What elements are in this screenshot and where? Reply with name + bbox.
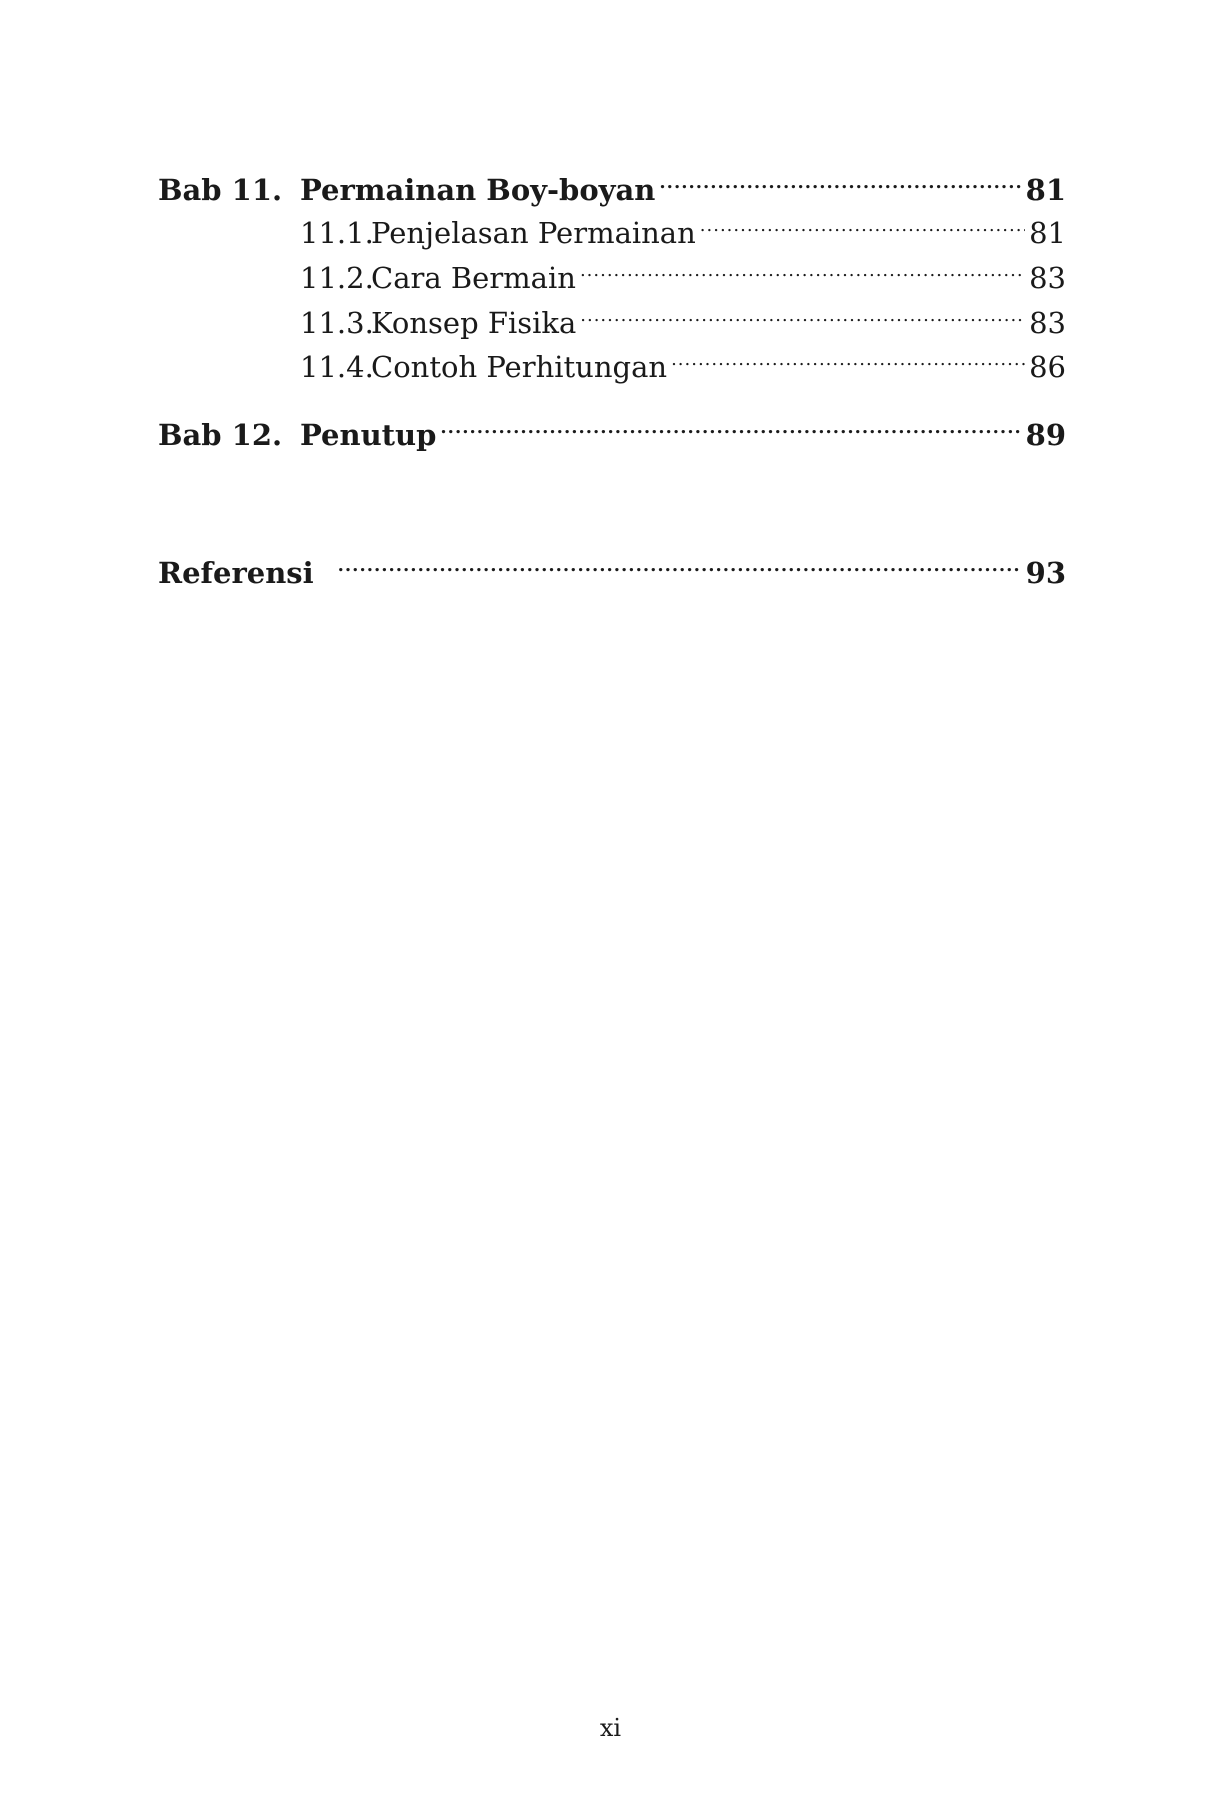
references-page-number: 93: [1025, 556, 1066, 590]
section-page-number: 81: [1029, 216, 1066, 250]
section-number: 11.3.: [300, 306, 374, 340]
dot-leader: [440, 405, 1021, 445]
section-number: 11.2.: [300, 261, 374, 295]
toc-section-11-1[interactable]: [300, 203, 1066, 250]
references-title: Referensi: [158, 556, 314, 590]
toc-section-11-2[interactable]: [300, 248, 1066, 295]
toc-references[interactable]: [158, 543, 1066, 590]
section-page-number: 83: [1029, 261, 1066, 295]
toc-section-11-4[interactable]: [300, 337, 1066, 384]
dot-leader: [659, 160, 1021, 200]
section-number: 11.1.: [300, 216, 374, 250]
section-title: Contoh Perhitungan: [371, 350, 668, 384]
toc-chapter-12[interactable]: [158, 405, 1066, 452]
chapter-label: Bab 12.: [158, 418, 283, 452]
toc-section-11-3[interactable]: [300, 293, 1066, 340]
dot-leader: [700, 203, 1025, 243]
section-page-number: 86: [1029, 350, 1066, 384]
dot-leader: [671, 337, 1025, 377]
dot-leader: [580, 248, 1025, 288]
chapter-label: Bab 11.: [158, 173, 283, 207]
chapter-title: Permainan Boy-boyan: [300, 173, 656, 207]
section-title: Cara Bermain: [371, 261, 576, 295]
dot-leader: [580, 293, 1025, 333]
dot-leader: [338, 543, 1022, 583]
section-title: Konsep Fisika: [371, 306, 577, 340]
section-page-number: 83: [1029, 306, 1066, 340]
chapter-title: Penutup: [300, 418, 437, 452]
chapter-page-number: 81: [1025, 173, 1066, 207]
toc-chapter-11[interactable]: [158, 160, 1066, 207]
chapter-page-number: 89: [1025, 418, 1066, 452]
section-number: 11.4.: [300, 350, 374, 384]
page-number-footer: xi: [599, 1714, 622, 1742]
section-title: Penjelasan Permainan: [371, 216, 696, 250]
